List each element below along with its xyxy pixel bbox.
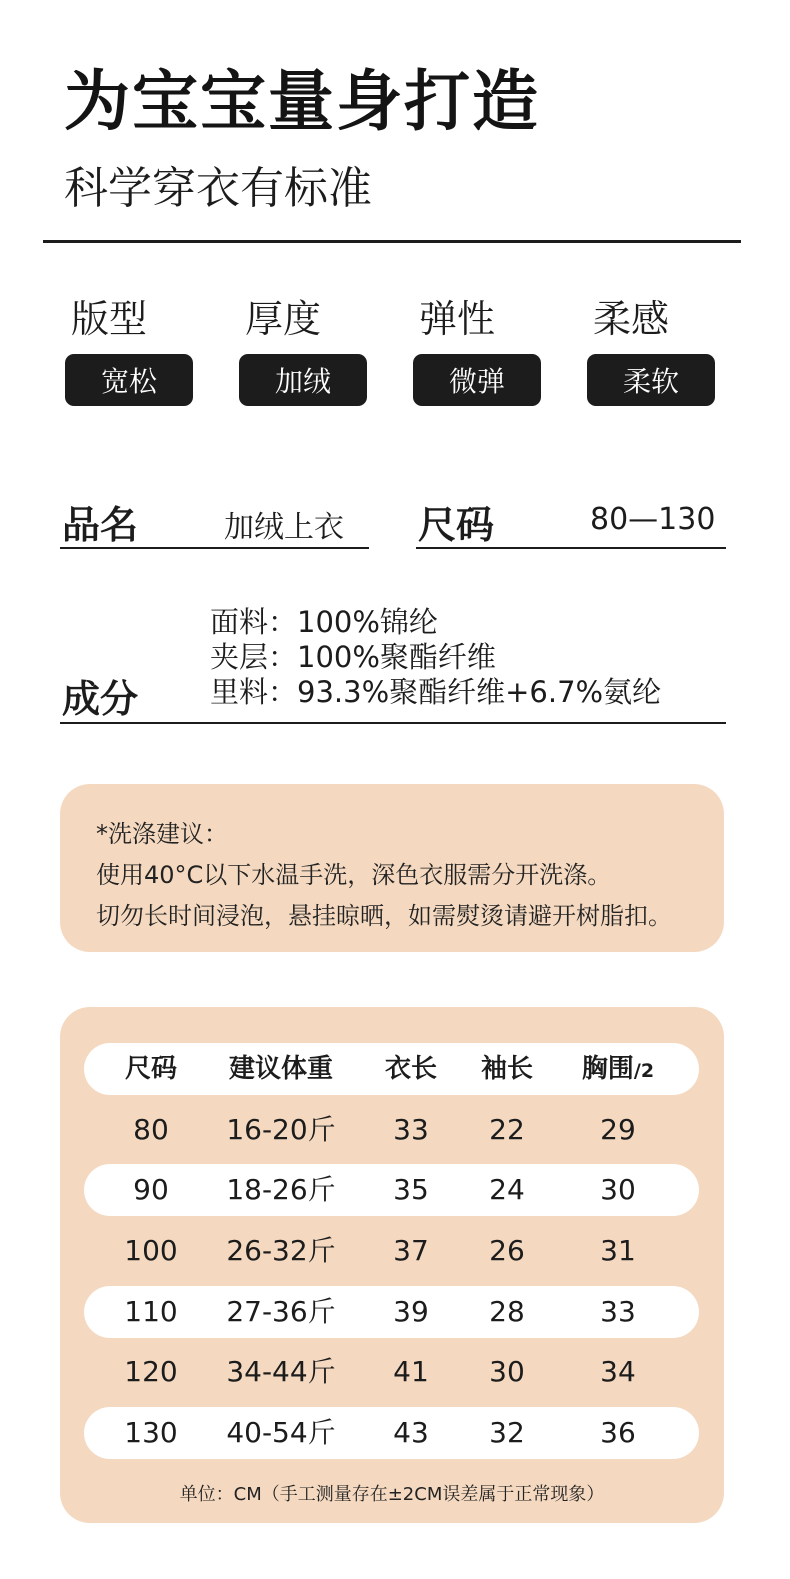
table-row	[84, 1225, 699, 1277]
page-subtitle: 科学穿衣有标准	[64, 163, 372, 214]
size-table-header	[84, 1043, 699, 1095]
cell-chest: 33	[600, 1295, 636, 1328]
care-title: *洗涤建议：	[96, 820, 228, 848]
composition-lines	[210, 605, 661, 710]
cell-length: 43	[393, 1416, 429, 1449]
cell-size: 100	[124, 1234, 178, 1267]
table-row	[84, 1407, 699, 1459]
table-row	[84, 1164, 699, 1216]
cell-size: 120	[124, 1355, 178, 1388]
attribute-pill: 加绒	[239, 354, 367, 406]
cell-length: 35	[393, 1173, 429, 1206]
table-row	[84, 1286, 699, 1338]
cell-sleeve: 24	[489, 1173, 525, 1206]
product-name-underline	[60, 547, 369, 549]
care-instructions-panel	[60, 784, 724, 952]
attribute-pill: 宽松	[65, 354, 193, 406]
size-range-label: 尺码	[418, 503, 495, 547]
attribute-thickness	[239, 296, 369, 406]
cell-length: 41	[393, 1355, 429, 1388]
composition-line: 里料：93.3%聚酯纤维+6.7%氨纶	[210, 675, 662, 709]
composition-line: 面料：100%锦纶	[210, 605, 438, 639]
cell-weight: 16-20斤	[226, 1113, 336, 1146]
care-line: 使用40°C以下水温手洗，深色衣服需分开洗涤。	[96, 861, 612, 889]
product-name-value: 加绒上衣	[224, 510, 344, 545]
header-chest-suffix: /2	[633, 1060, 655, 1082]
cell-length: 37	[393, 1234, 429, 1267]
cell-sleeve: 22	[489, 1113, 525, 1146]
cell-weight: 26-32斤	[226, 1234, 336, 1267]
cell-weight: 27-36斤	[226, 1295, 336, 1328]
cell-chest: 29	[600, 1113, 636, 1146]
composition-underline	[60, 722, 726, 724]
cell-sleeve: 28	[489, 1295, 525, 1328]
composition-label: 成分	[62, 677, 139, 721]
attribute-label: 弹性	[419, 297, 496, 341]
header-divider	[43, 240, 741, 243]
cell-size: 80	[133, 1113, 169, 1146]
product-name-label: 品名	[62, 503, 139, 547]
cell-weight: 40-54斤	[226, 1416, 336, 1449]
header-chest	[582, 1043, 654, 1095]
attribute-pill: 微弹	[413, 354, 541, 406]
cell-sleeve: 30	[489, 1355, 525, 1388]
care-line: 切勿长时间浸泡，悬挂晾晒，如需熨烫请避开树脂扣。	[96, 902, 672, 930]
cell-size: 90	[133, 1173, 169, 1206]
attribute-fit	[65, 296, 195, 406]
table-row	[84, 1346, 699, 1398]
cell-chest: 31	[600, 1234, 636, 1267]
cell-chest: 36	[600, 1416, 636, 1449]
measurement-footnote: 单位：CM（手工测量存在±2CM误差属于正常现象）	[179, 1484, 605, 1505]
cell-chest: 30	[600, 1173, 636, 1206]
attribute-label: 柔感	[593, 297, 670, 341]
cell-sleeve: 32	[489, 1416, 525, 1449]
header-weight: 建议体重	[228, 1054, 334, 1084]
cell-length: 33	[393, 1113, 429, 1146]
attribute-label: 厚度	[245, 297, 322, 341]
cell-weight: 18-26斤	[226, 1173, 336, 1206]
size-chart-panel	[60, 1007, 724, 1523]
attribute-softness	[587, 296, 717, 406]
page-title: 为宝宝量身打造	[64, 63, 540, 140]
header-chest-text: 胸围	[581, 1054, 634, 1084]
cell-sleeve: 26	[489, 1234, 525, 1267]
attribute-pill: 柔软	[587, 354, 715, 406]
cell-size: 110	[124, 1295, 178, 1328]
table-row	[84, 1104, 699, 1156]
cell-size: 130	[124, 1416, 178, 1449]
header-length-text: 衣长	[384, 1054, 438, 1084]
size-range-underline	[416, 547, 726, 549]
cell-length: 39	[393, 1295, 429, 1328]
header-length	[385, 1043, 437, 1095]
header-size: 尺码	[124, 1054, 178, 1084]
care-instructions	[96, 814, 672, 937]
cell-chest: 34	[600, 1355, 636, 1388]
attribute-elasticity	[413, 296, 543, 406]
header-sleeve: 袖长	[480, 1054, 534, 1084]
size-range-value: 80—130	[590, 502, 716, 537]
attribute-label: 版型	[71, 297, 148, 341]
composition-line: 夹层：100%聚酯纤维	[210, 640, 496, 674]
cell-weight: 34-44斤	[226, 1355, 336, 1388]
